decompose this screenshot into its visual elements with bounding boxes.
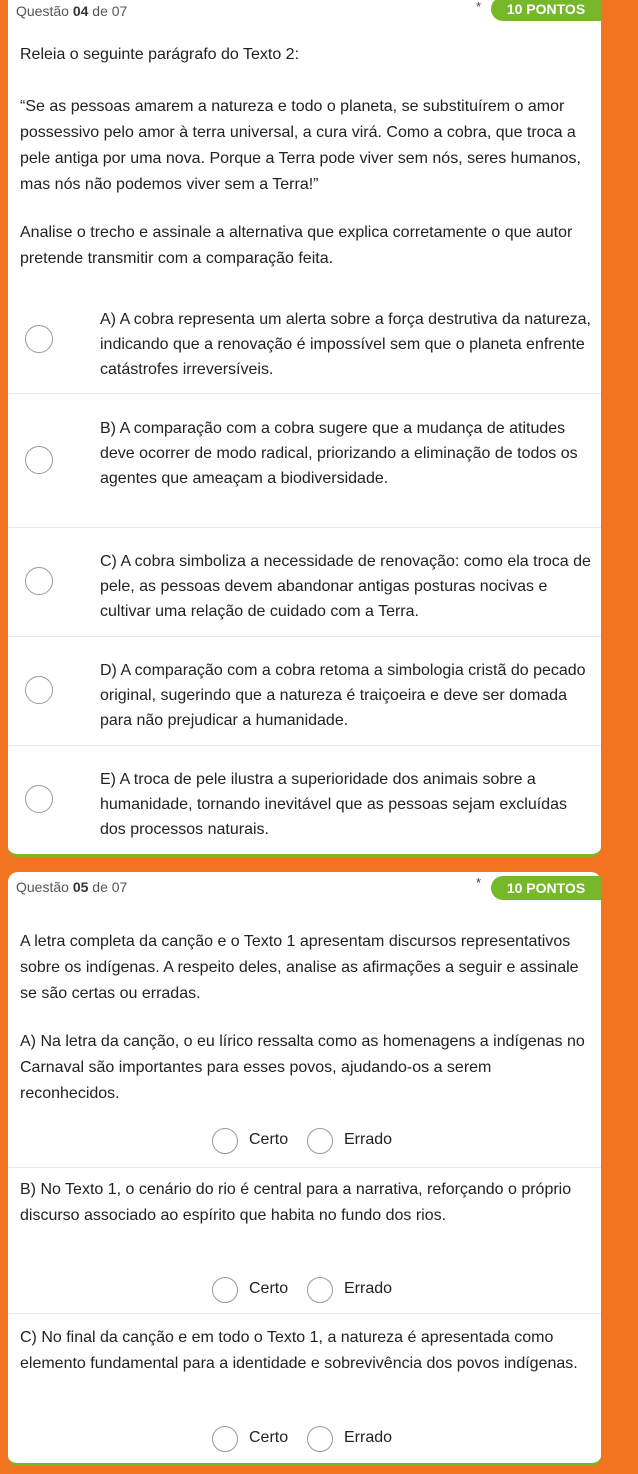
certo-label[interactable]: Certo <box>249 1280 289 1297</box>
points-badge: 10 PONTOS <box>491 876 601 900</box>
statement-a-errado-radio[interactable] <box>307 1128 333 1154</box>
question-04-prompt: Analise o trecho e assinale a alternativa que explica corretamente o que autor pretende transmitir com a comparação feita. <box>20 224 573 267</box>
question-05-card <box>8 872 601 1466</box>
errado-label[interactable]: Errado <box>344 1280 393 1297</box>
statement-b: B) No Texto 1, o cenário do rio é central para a narrativa, reforçando o próprio discurso associado ao espírito que habita no fundo dos rios. <box>20 1181 572 1224</box>
divider <box>8 1167 601 1168</box>
statement-c-errado-radio[interactable] <box>307 1426 333 1452</box>
option-c-radio[interactable] <box>25 567 53 595</box>
question-05-label: Questão 05 de 07 <box>16 879 128 895</box>
option-d-text: D) A comparação com a cobra retoma a simbologia cristã do pecado original, sugerindo que a natureza é traiçoeira e deve ser domada para não prejudicar a humanidade. <box>100 662 586 729</box>
option-c-text: C) A cobra simboliza a necessidade de renovação: como ela troca de pele, as pessoas devem abandonar antigas posturas nocivas e cultivar uma relação de cuidado com a Terra. <box>100 553 591 620</box>
points-badge: 10 PONTOS <box>491 0 601 21</box>
question-04-intro: Releia o seguinte parágrafo do Texto 2: <box>20 46 300 63</box>
divider <box>8 393 601 394</box>
statement-a-certo-radio[interactable] <box>212 1128 238 1154</box>
option-d-radio[interactable] <box>25 676 53 704</box>
statement-b-choices <box>208 1277 408 1305</box>
question-04-card <box>8 0 601 857</box>
errado-label[interactable]: Errado <box>344 1429 393 1446</box>
divider <box>8 745 601 746</box>
option-b-radio[interactable] <box>25 446 53 474</box>
question-05-prompt: A letra completa da canção e o Texto 1 apresentam discursos representativos sobre os indígenas. A respeito deles, analise as afirmações a seguir e assinale se são certas ou erradas. <box>20 933 579 1002</box>
divider <box>8 527 601 528</box>
certo-label[interactable]: Certo <box>249 1131 289 1148</box>
required-mark: * <box>476 0 482 14</box>
required-mark: * <box>476 875 482 890</box>
statement-c-choices <box>208 1426 408 1454</box>
certo-label[interactable]: Certo <box>249 1429 289 1446</box>
divider <box>8 636 601 637</box>
question-04-quote: “Se as pessoas amarem a natureza e todo o planeta, se substituírem o amor possessivo pelo amor à terra universal, a cura virá. Como a cobra, que troca a pele antiga por uma nova. Porque a Terra pode viver sem nós, seres humanos, mas nós não podemos viver sem a Terra!” <box>20 98 581 193</box>
option-b-text: B) A comparação com a cobra sugere que a mudança de atitudes deve ocorrer de modo radical, priorizando a eliminação de todos os agentes que ameaçam a biodiversidade. <box>100 420 578 487</box>
statement-b-certo-radio[interactable] <box>212 1277 238 1303</box>
option-e-text: E) A troca de pele ilustra a superioridade dos animais sobre a humanidade, tornando inevitável que as pessoas sejam excluídas dos processos naturais. <box>100 771 567 838</box>
statement-a-choices <box>208 1128 408 1156</box>
statement-c-certo-radio[interactable] <box>212 1426 238 1452</box>
question-04-label: Questão 04 de 07 <box>16 3 128 19</box>
option-a-text: A) A cobra representa um alerta sobre a força destrutiva da natureza, indicando que a renovação é impossível sem que o planeta enfrente catástrofes irreversíveis. <box>100 311 591 378</box>
option-e-radio[interactable] <box>25 785 53 813</box>
errado-label[interactable]: Errado <box>344 1131 393 1148</box>
option-a-radio[interactable] <box>25 325 53 353</box>
statement-b-errado-radio[interactable] <box>307 1277 333 1303</box>
divider <box>8 1313 601 1314</box>
statement-c: C) No final da canção e em todo o Texto 1, a natureza é apresentada como elemento fundamental para a identidade e sobrevivência dos povos indígenas. <box>20 1329 578 1372</box>
statement-a: A) Na letra da canção, o eu lírico ressalta como as homenagens a indígenas no Carnaval são importantes para esses povos, ajudando-os a serem reconhecidos. <box>20 1033 585 1102</box>
